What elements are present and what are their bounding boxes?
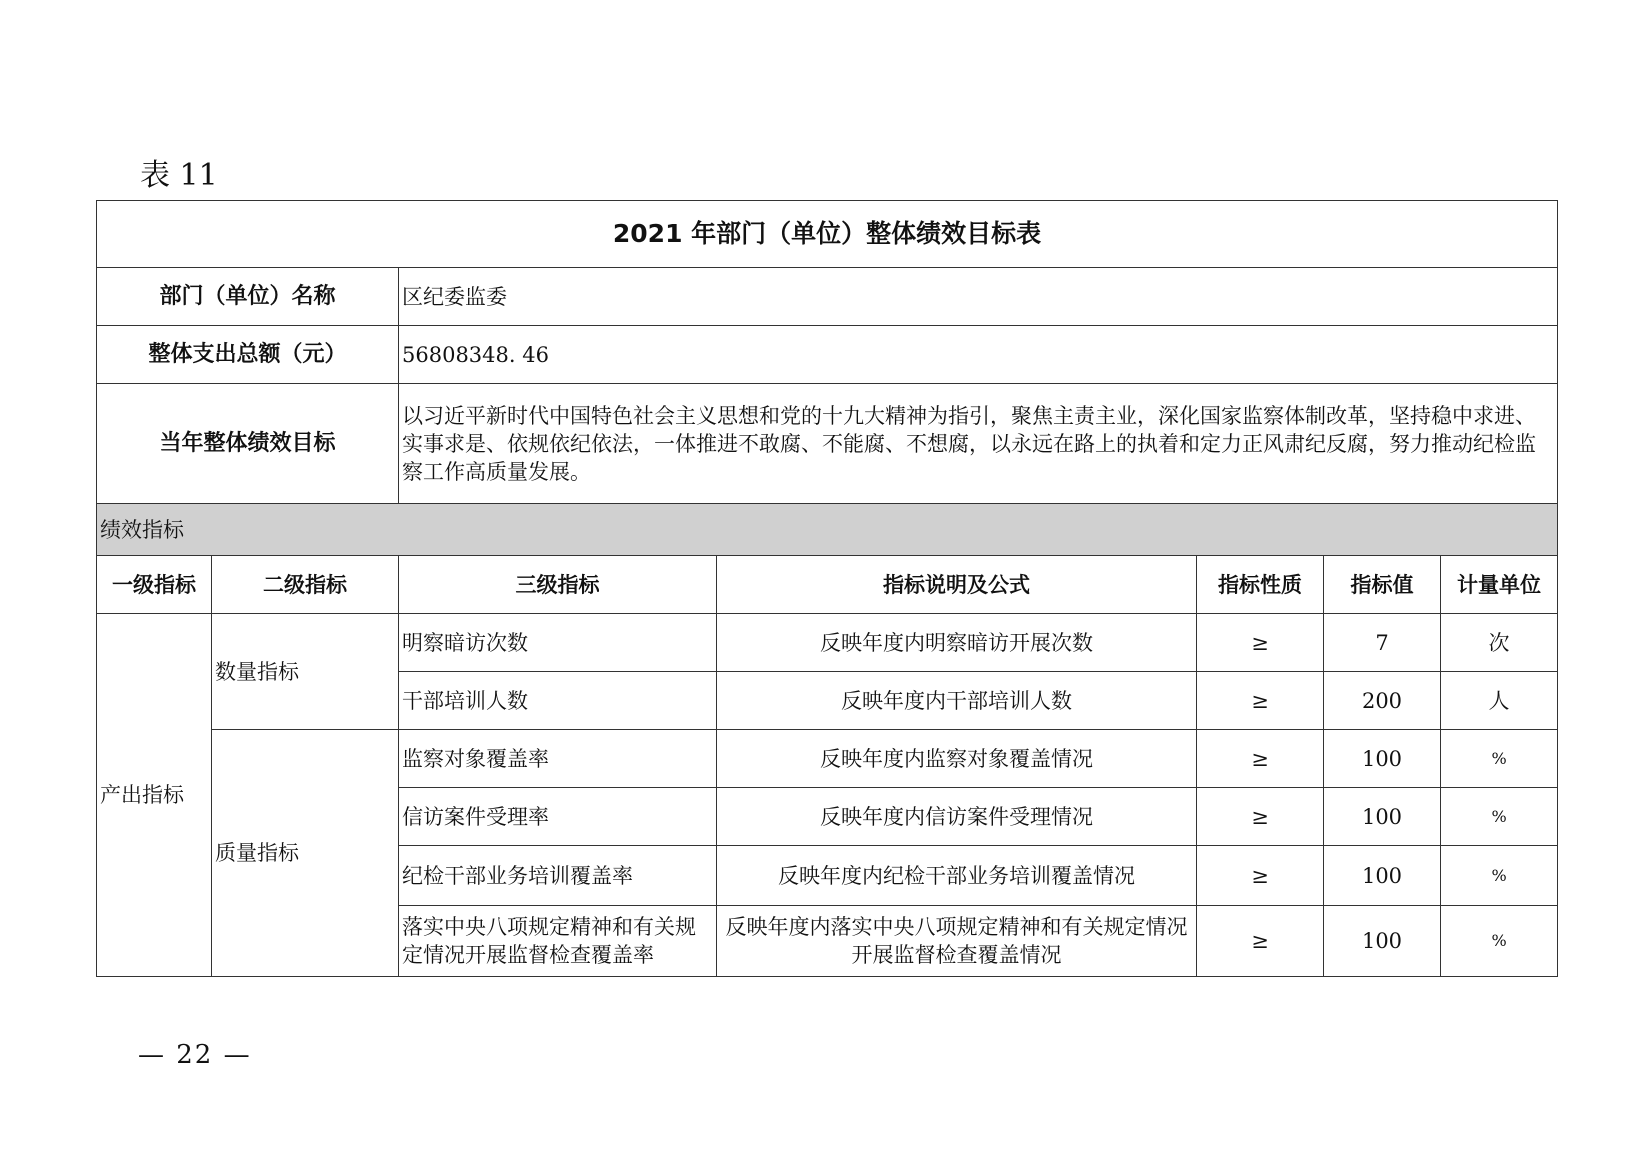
level3-indicator: 落实中央八项规定精神和有关规定情况开展监督检查覆盖率	[399, 906, 717, 977]
performance-indicators-section: 绩效指标	[97, 504, 1558, 556]
annual-goal-row	[97, 384, 1558, 504]
page-number: — 22 —	[138, 1040, 252, 1070]
dept-name-label: 部门（单位）名称	[97, 268, 399, 326]
title-row	[97, 201, 1558, 268]
table-title: 2021 年部门（单位）整体绩效目标表	[97, 201, 1558, 268]
total-expense-row	[97, 326, 1558, 384]
level2-quality-indicator: 质量指标	[212, 730, 399, 977]
header-level2: 二级指标	[212, 556, 399, 614]
level3-indicator: 干部培训人数	[399, 672, 717, 730]
indicator-description: 反映年度内干部培训人数	[717, 672, 1197, 730]
level3-indicator: 监察对象覆盖率	[399, 730, 717, 788]
dept-name-value: 区纪委监委	[399, 268, 1558, 326]
header-unit: 计量单位	[1441, 556, 1558, 614]
indicator-description: 反映年度内纪检干部业务培训覆盖情况	[717, 846, 1197, 906]
performance-target-table	[96, 200, 1558, 977]
level2-quantity-indicator: 数量指标	[212, 614, 399, 730]
total-expense-label: 整体支出总额（元）	[97, 326, 399, 384]
indicator-unit: %	[1441, 906, 1558, 977]
indicator-nature: ≥	[1197, 846, 1324, 906]
indicator-unit: 人	[1441, 672, 1558, 730]
indicator-nature: ≥	[1197, 730, 1324, 788]
indicator-unit: 次	[1441, 614, 1558, 672]
indicator-description: 反映年度内监察对象覆盖情况	[717, 730, 1197, 788]
level3-indicator: 明察暗访次数	[399, 614, 717, 672]
indicator-value: 7	[1324, 614, 1441, 672]
total-expense-value: 56808348. 46	[399, 326, 1558, 384]
indicator-description: 反映年度内落实中央八项规定精神和有关规定情况开展监督检查覆盖情况	[717, 906, 1197, 977]
header-nature: 指标性质	[1197, 556, 1324, 614]
level1-output-indicator: 产出指标	[97, 614, 212, 977]
dept-name-row	[97, 268, 1558, 326]
table-row	[97, 614, 1558, 672]
indicator-nature: ≥	[1197, 672, 1324, 730]
header-row	[97, 556, 1558, 614]
indicator-value: 200	[1324, 672, 1441, 730]
indicator-nature: ≥	[1197, 906, 1324, 977]
table-label: 表 11	[140, 158, 218, 193]
indicator-value: 100	[1324, 788, 1441, 846]
header-level1: 一级指标	[97, 556, 212, 614]
header-description: 指标说明及公式	[717, 556, 1197, 614]
indicator-description: 反映年度内明察暗访开展次数	[717, 614, 1197, 672]
indicator-unit: %	[1441, 846, 1558, 906]
indicator-unit: %	[1441, 730, 1558, 788]
indicator-description: 反映年度内信访案件受理情况	[717, 788, 1197, 846]
header-level3: 三级指标	[399, 556, 717, 614]
section-band-row	[97, 504, 1558, 556]
indicator-nature: ≥	[1197, 788, 1324, 846]
level3-indicator: 信访案件受理率	[399, 788, 717, 846]
indicator-value: 100	[1324, 730, 1441, 788]
indicator-nature: ≥	[1197, 614, 1324, 672]
indicator-value: 100	[1324, 906, 1441, 977]
header-value: 指标值	[1324, 556, 1441, 614]
table-row	[97, 730, 1558, 788]
indicator-unit: %	[1441, 788, 1558, 846]
annual-goal-label: 当年整体绩效目标	[97, 384, 399, 504]
level3-indicator: 纪检干部业务培训覆盖率	[399, 846, 717, 906]
indicator-value: 100	[1324, 846, 1441, 906]
annual-goal-value: 以习近平新时代中国特色社会主义思想和党的十九大精神为指引，聚焦主责主业，深化国家监察体制改革，坚持稳中求进、实事求是、依规依纪依法，一体推进不敢腐、不能腐、不想腐，以永远在路上的执着和定力正风肃纪反腐，努力推动纪检监察工作高质量发展。	[399, 384, 1558, 504]
